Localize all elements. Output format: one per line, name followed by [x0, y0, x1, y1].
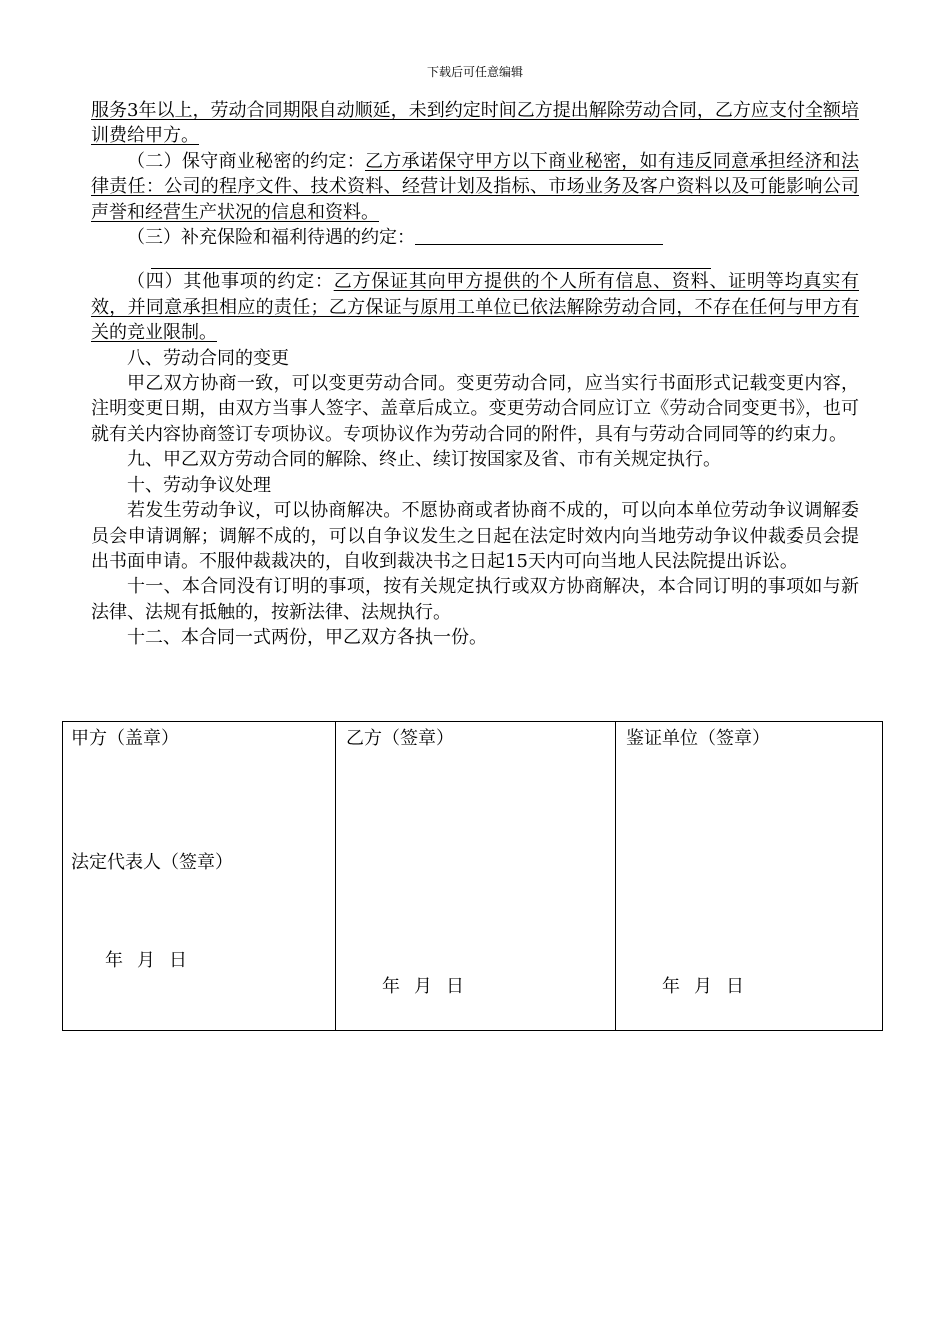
page-header: 下载后可任意编辑	[426, 65, 523, 79]
section-8-title: 八、劳动合同的变更	[127, 347, 289, 369]
section-11: 十一、本合同没有订明的事项，按有关规定执行或双方协商解决，本合同订明的事项如与新法律、法规有抵触的，按新法律、法规执行。	[91, 576, 859, 623]
insurance-heading: （三）补充保险和福利待遇的约定：	[127, 227, 415, 249]
party-b-date-month: 月	[414, 976, 432, 997]
trade-secret-heading: （二）保守商业秘密的约定：	[127, 150, 365, 172]
party-b-label: 乙方（签章）	[346, 728, 454, 749]
party-b-date-day: 日	[446, 976, 464, 997]
party-a-cell	[63, 722, 336, 1031]
party-a-label: 甲方（盖章）	[71, 728, 179, 749]
other-matters-text: 乙方保证其向甲方提供的个人所有信息、资料、证明等均真实有效，并同意承担相应的责任；乙方保证与原用工单位已依法解除劳动合同，不存在任何与甲方有关的竞业限制。	[91, 271, 860, 344]
party-a-date-month: 月	[137, 950, 155, 971]
contract-body	[91, 98, 859, 651]
verifier-label: 鉴证单位（签章）	[626, 728, 770, 749]
section-10-title: 十、劳动争议处理	[127, 474, 271, 496]
verifier-date-year: 年	[662, 976, 680, 997]
verifier-date	[662, 972, 758, 998]
party-a-date-day: 日	[169, 950, 187, 971]
training-clause-continued: 服务3年以上，劳动合同期限自动顺延，未到约定时间乙方提出解除劳动合同，乙方应支付全额培训费给甲方。	[91, 100, 859, 147]
party-a-date	[105, 946, 201, 972]
verifier-date-month: 月	[694, 976, 712, 997]
party-b-cell	[336, 722, 616, 1031]
section-12: 十二、本合同一式两份，甲乙双方各执一份。	[127, 627, 487, 649]
signature-table	[62, 721, 883, 1031]
party-b-date	[382, 972, 478, 998]
other-matters-heading: （四）其他事项的约定：	[127, 271, 334, 293]
party-b-date-year: 年	[382, 976, 400, 997]
other-matters-clause	[91, 269, 859, 345]
insurance-blank-line-2	[151, 250, 711, 269]
verifier-date-day: 日	[726, 976, 744, 997]
section-9: 九、甲乙双方劳动合同的解除、终止、续订按国家及省、市有关规定执行。	[127, 449, 721, 471]
verifier-cell	[616, 722, 883, 1031]
section-8-text: 甲乙双方协商一致，可以变更劳动合同。变更劳动合同，应当实行书面形式记载变更内容，注明变更日期，由双方当事人签字、盖章后成立。变更劳动合同应订立《劳动合同变更书》，也可就有关内容协商签订专项协议。专项协议作为劳动合同的附件，具有与劳动合同同等的约束力。	[91, 373, 859, 445]
section-10-text: 若发生劳动争议，可以协商解决。不愿协商或者协商不成的，可以向本单位劳动争议调解委员会申请调解；调解不成的，可以自争议发生之日起在法定时效内向当地劳动争议仲裁委员会提出书面申请。不服仲裁裁决的，自收到裁决书之日起15天内可向当地人民法院提出诉讼。	[91, 500, 859, 572]
trade-secret-clause	[91, 149, 859, 225]
legal-representative-label: 法定代表人（签章）	[71, 852, 233, 873]
insurance-blank-line	[415, 226, 663, 245]
insurance-clause	[91, 225, 859, 250]
party-a-date-year: 年	[105, 950, 123, 971]
trade-secret-text: 乙方承诺保守甲方以下商业秘密，如有违反同意承担经济和法律责任：公司的程序文件、技术资料、经营计划及指标、市场业务及客户资料以及可能影响公司声誉和经营生产状况的信息和资料。	[91, 150, 859, 223]
